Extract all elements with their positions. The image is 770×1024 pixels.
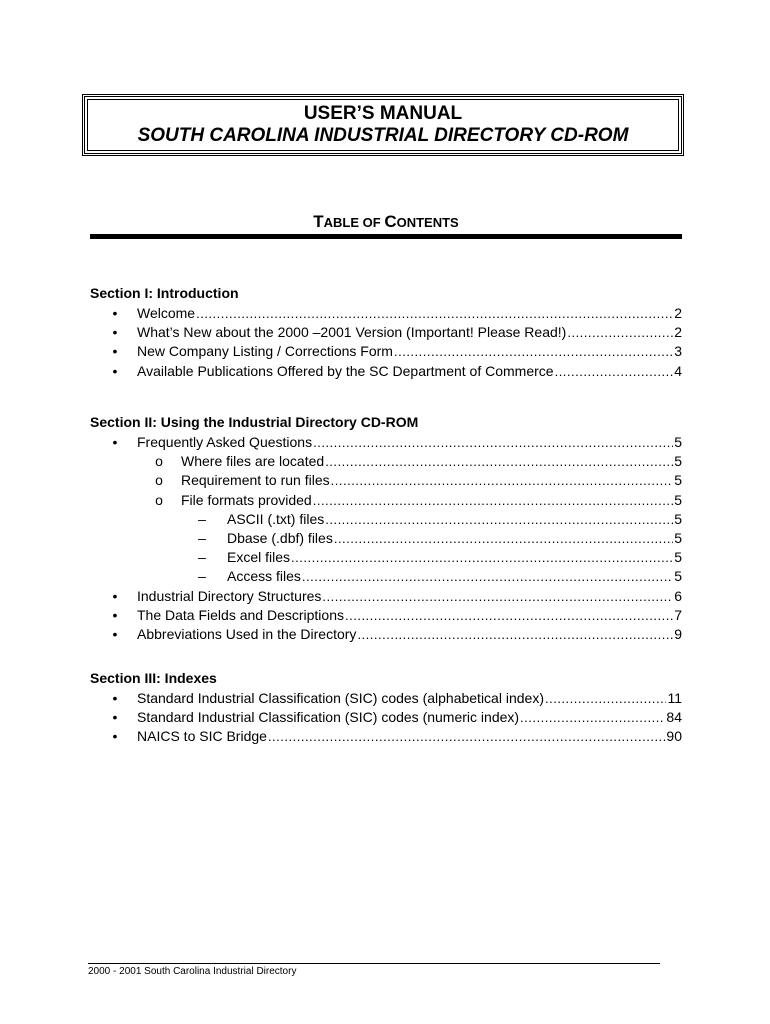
- section-heading: Section II: Using the Industrial Directory CD-ROM: [90, 414, 419, 430]
- title-box: [82, 94, 684, 156]
- dot-leader: [313, 433, 673, 452]
- dot-leader: [394, 342, 673, 361]
- bullet-marker: •: [112, 434, 118, 450]
- toc-entry[interactable]: [112, 323, 682, 342]
- toc-entry-page: 84: [666, 709, 682, 726]
- dot-leader: [291, 548, 673, 567]
- toc-entry-label: Frequently Asked Questions: [137, 434, 313, 450]
- toc-heading-c: C: [384, 212, 397, 231]
- bullet-marker: •: [112, 709, 118, 726]
- toc-entry[interactable]: [198, 548, 682, 567]
- dot-leader: [545, 689, 666, 708]
- toc-entry-label: NAICS to SIC Bridge: [137, 728, 267, 745]
- toc-entry[interactable]: [198, 567, 682, 586]
- dot-leader: [567, 323, 673, 342]
- dot-leader: [334, 529, 673, 548]
- toc-entry-page: 5: [674, 453, 682, 470]
- dot-leader: [520, 708, 665, 727]
- toc-entry-label: Standard Industrial Classification (SIC) codes (numeric index): [137, 709, 520, 726]
- bullet-marker: –: [198, 530, 206, 546]
- dot-leader: [357, 625, 673, 644]
- dot-leader: [196, 304, 673, 323]
- toc-heading-able-of: ABLE OF: [323, 215, 385, 230]
- toc-entry-label: Requirement to run files: [181, 472, 330, 489]
- toc-entry-page: 5: [674, 568, 682, 585]
- toc-entry-page: 2: [674, 305, 682, 321]
- toc-entry-page: 7: [674, 606, 682, 623]
- toc-heading-t: T: [313, 212, 324, 231]
- toc-entry[interactable]: [112, 727, 682, 746]
- bullet-marker: o: [155, 453, 163, 470]
- toc-entry-label: What’s New about the 2000 –2001 Version (Important! Please Read!): [137, 324, 567, 341]
- section-heading: Section I: Introduction: [90, 285, 239, 301]
- toc-entry-label: File formats provided: [181, 491, 312, 508]
- toc-divider: [90, 234, 682, 239]
- toc-heading: [90, 212, 682, 232]
- toc-entry[interactable]: [112, 606, 682, 625]
- bullet-marker: –: [198, 510, 206, 527]
- toc-entry-label: Available Publications Offered by the SC Department of Commerce: [137, 362, 554, 379]
- toc-entry-label: New Company Listing / Corrections Form: [137, 343, 393, 360]
- toc-entry[interactable]: [155, 471, 682, 490]
- bullet-marker: •: [112, 343, 118, 360]
- toc-entry-label: Where files are located: [181, 453, 325, 470]
- toc-heading-ontents: ONTENTS: [396, 215, 459, 230]
- toc-entry[interactable]: [112, 304, 682, 323]
- toc-entry-label: The Data Fields and Descriptions: [137, 606, 344, 623]
- toc-entry[interactable]: [198, 529, 682, 548]
- toc-entry-page: 5: [674, 491, 682, 508]
- toc-entry[interactable]: [155, 491, 682, 510]
- toc-entry[interactable]: [112, 689, 682, 708]
- manual-subtitle: SOUTH CAROLINA INDUSTRIAL DIRECTORY CD-ROM: [137, 125, 629, 146]
- toc-entry-label: Welcome: [137, 305, 196, 321]
- footer-divider: [88, 963, 660, 964]
- bullet-marker: •: [112, 690, 118, 706]
- toc-entry[interactable]: [198, 510, 682, 529]
- toc-entry-page: 4: [674, 362, 682, 379]
- bullet-marker: o: [155, 472, 163, 489]
- toc-entry-page: 2: [674, 324, 682, 341]
- dot-leader: [325, 510, 673, 529]
- toc-entry-page: 9: [674, 626, 682, 642]
- bullet-marker: •: [112, 626, 118, 642]
- bullet-marker: •: [112, 362, 118, 379]
- toc-entry-page: 90: [666, 728, 682, 745]
- toc-entry-page: 5: [674, 510, 682, 527]
- bullet-marker: •: [112, 606, 118, 623]
- toc-entry-page: 6: [674, 587, 682, 604]
- toc-entry[interactable]: [112, 433, 682, 452]
- toc-entry[interactable]: [112, 625, 682, 644]
- manual-title: USER’S MANUAL: [303, 103, 463, 124]
- toc-entry-page: 5: [674, 434, 682, 450]
- toc-entry-label: Dbase (.dbf) files: [227, 530, 333, 546]
- bullet-marker: •: [112, 324, 118, 341]
- toc-entry-page: 5: [674, 549, 682, 566]
- bullet-marker: o: [155, 491, 163, 508]
- page-footer: 2000 - 2001 South Carolina Industrial Directory: [88, 966, 297, 977]
- toc-entry-page: 5: [674, 472, 682, 489]
- toc-entry-label: Abbreviations Used in the Directory: [137, 626, 357, 642]
- toc-entry[interactable]: [112, 587, 682, 606]
- bullet-marker: –: [198, 568, 206, 585]
- bullet-marker: •: [112, 587, 118, 604]
- dot-leader: [555, 362, 674, 381]
- toc-entry-label: Access files: [227, 568, 301, 585]
- dot-leader: [313, 491, 673, 510]
- toc-entry-label: Industrial Directory Structures: [137, 587, 322, 604]
- toc-entry[interactable]: [155, 452, 682, 471]
- toc-entry[interactable]: [112, 342, 682, 361]
- toc-entry-page: 3: [674, 343, 682, 360]
- toc-entry-page: 5: [674, 530, 682, 546]
- toc-entry[interactable]: [112, 708, 682, 727]
- toc-entry-label: Excel files: [227, 549, 291, 566]
- toc-entry[interactable]: [112, 362, 682, 381]
- dot-leader: [268, 727, 665, 746]
- bullet-marker: •: [112, 728, 118, 745]
- toc-entry-page: 11: [667, 690, 682, 706]
- section-heading: Section III: Indexes: [90, 670, 217, 686]
- dot-leader: [322, 587, 673, 606]
- dot-leader: [345, 606, 673, 625]
- dot-leader: [331, 471, 674, 490]
- dot-leader: [325, 452, 673, 471]
- toc-entry-label: ASCII (.txt) files: [227, 510, 325, 527]
- bullet-marker: –: [198, 549, 206, 566]
- bullet-marker: •: [112, 305, 118, 321]
- toc-entry-label: Standard Industrial Classification (SIC) codes (alphabetical index): [137, 690, 544, 706]
- dot-leader: [302, 567, 673, 586]
